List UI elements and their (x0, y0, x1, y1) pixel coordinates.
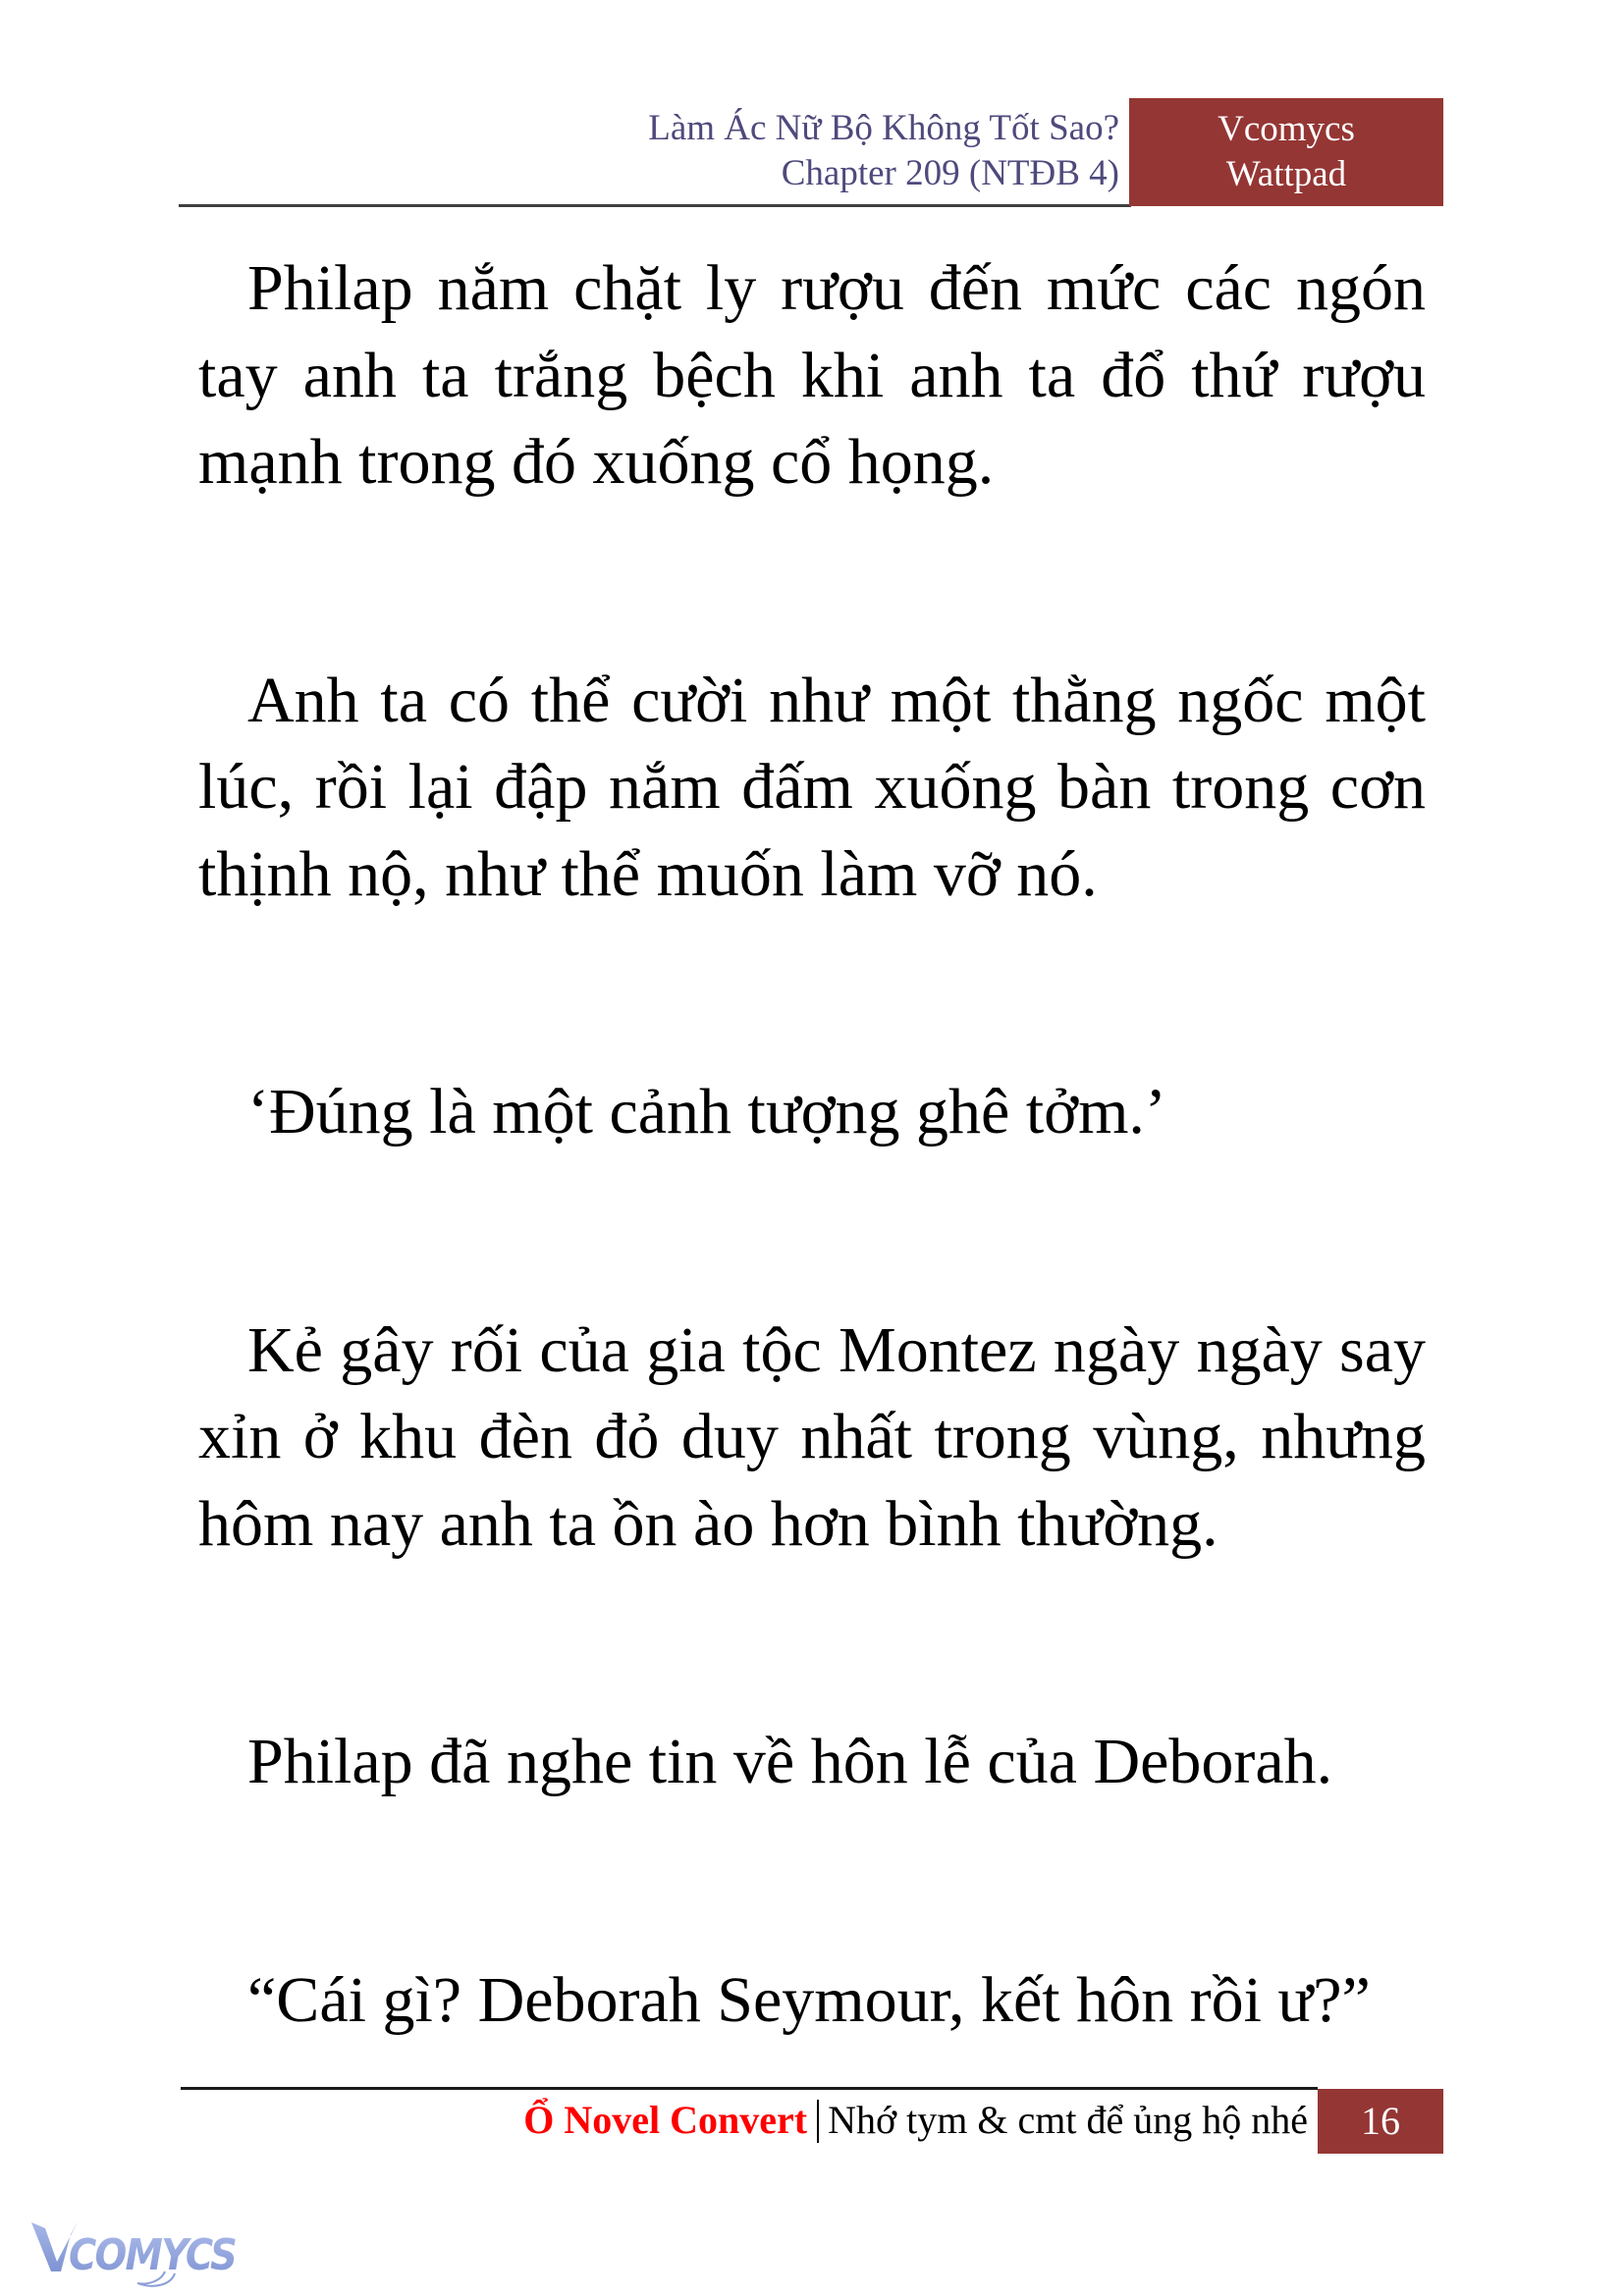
chapter-title-line: Chapter 209 (NTĐB 4) (781, 153, 1119, 193)
paragraph: Philap nắm chặt ly rượu đến mức các ngón tay anh ta trắng bệch khi anh ta đổ thứ rượu mạnh trong đó xuống cổ họng. (198, 252, 1426, 498)
footer-note: Nhớ tym & cmt để ủng hộ nhé (828, 2098, 1308, 2142)
book-title (648, 106, 1119, 196)
source-badge-line1: Vcomycs (1218, 109, 1355, 149)
footer-divider (181, 2087, 1318, 2090)
vcomycs-logo-icon (27, 2216, 244, 2291)
page-number: 16 (1318, 2089, 1443, 2154)
book-title-line: Làm Ác Nữ Bộ Không Tốt Sao? (648, 108, 1119, 148)
paragraph: Anh ta có thể cười như một thằng ngốc một lúc, rồi lại đập nắm đấm xuống bàn trong cơn thịnh nộ, như thể muốn làm vỡ nó. (198, 664, 1426, 910)
chapter-body (198, 245, 1426, 2195)
header-divider (179, 204, 1131, 207)
footer-credit (523, 2097, 1308, 2144)
svg-text:COMYCS: COMYCS (69, 2230, 237, 2280)
paragraph: Philap đã nghe tin về hôn lễ của Deborah. (247, 1726, 1333, 1797)
paragraph: ‘Đúng là một cảnh tượng ghê tởm.’ (247, 1076, 1166, 1148)
paragraph: Kẻ gây rối của gia tộc Montez ngày ngày say xỉn ở khu đèn đỏ duy nhất trong vùng, nhưng hôm nay anh ta ồn ào hơn bình thường. (198, 1313, 1426, 1560)
paragraph: “Cái gì? Deborah Seymour, kết hôn rồi ư?” (247, 1963, 1371, 2036)
footer-brand: Ổ Novel Convert (523, 2098, 808, 2142)
source-badge (1129, 98, 1443, 206)
source-badge-line2: Wattpad (1225, 154, 1347, 194)
footer-separator (817, 2100, 819, 2143)
